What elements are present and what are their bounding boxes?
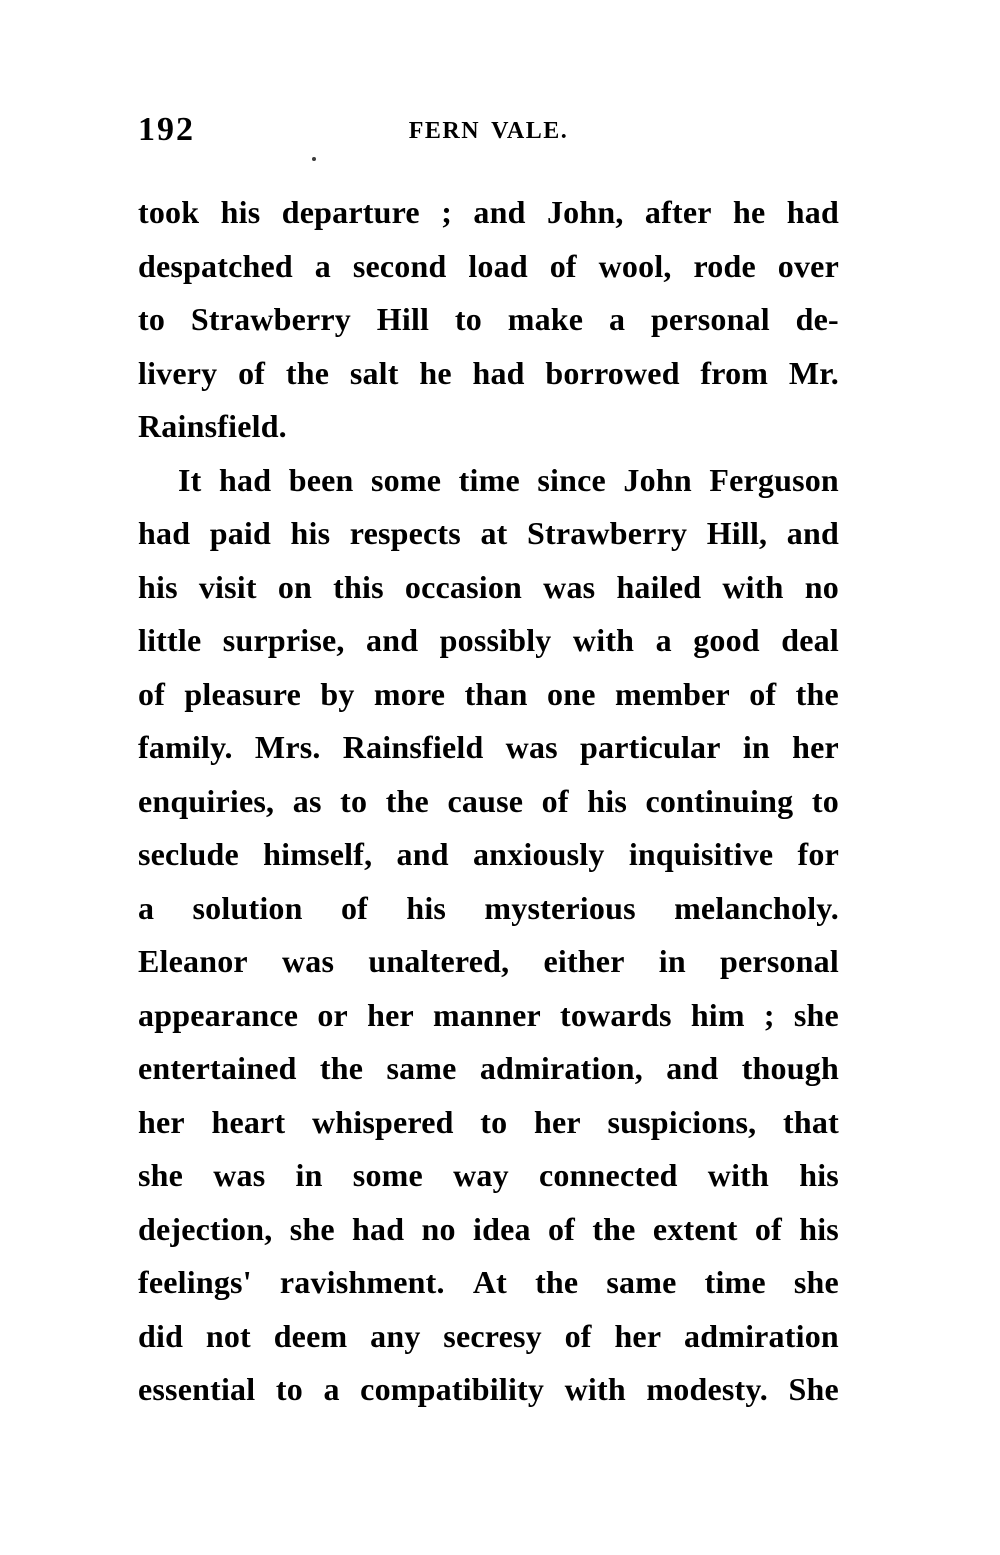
word: good [693, 622, 760, 658]
word: melancholy. [674, 889, 839, 926]
word: Strawberry [527, 515, 688, 551]
page-number: 192 [138, 111, 195, 148]
word: from [700, 354, 769, 391]
word: whispered [311, 1103, 454, 1140]
word: family. [138, 729, 233, 765]
word: had [472, 354, 525, 391]
text-line [138, 1203, 839, 1257]
text-line [138, 935, 839, 989]
word: occasion [404, 568, 523, 605]
word: of [754, 1210, 782, 1247]
word: he [419, 354, 452, 391]
word: in [295, 1157, 323, 1193]
text-line [138, 454, 839, 508]
word: At [472, 1264, 507, 1300]
word: at [480, 515, 508, 551]
word: idea [473, 1210, 531, 1247]
word: her [138, 1103, 185, 1140]
word: had [352, 1210, 405, 1247]
word: on [277, 568, 313, 605]
word: some [371, 461, 442, 498]
word: with [564, 1371, 626, 1407]
word: respects [349, 515, 461, 551]
word: of [547, 1210, 576, 1247]
word: and [366, 622, 419, 658]
word: modesty. [646, 1371, 769, 1407]
word: over [777, 247, 839, 284]
word: of [541, 782, 569, 819]
text-line [138, 668, 839, 722]
word: to [275, 1371, 303, 1407]
word: personal [720, 943, 839, 979]
word: continuing [645, 782, 794, 819]
word: a [608, 301, 626, 337]
word: a [655, 622, 672, 658]
word: way [453, 1157, 509, 1193]
word: Rainsfield [342, 729, 484, 765]
word: Mrs. [254, 729, 321, 765]
word: unaltered, [368, 943, 510, 979]
word: him [690, 996, 745, 1033]
word: not [205, 1317, 251, 1354]
word: was [213, 1157, 266, 1193]
word: deal [781, 622, 839, 658]
word: cause [447, 782, 524, 819]
word: pleasure [184, 675, 301, 712]
word: same [386, 1050, 457, 1086]
word: make [507, 301, 584, 337]
word: hailed [616, 568, 702, 605]
word: the [319, 1050, 364, 1086]
word: visit [198, 568, 257, 605]
word: as [292, 782, 322, 819]
word: deem [273, 1317, 348, 1354]
text-line [138, 882, 839, 936]
word: a [323, 1371, 340, 1407]
word: her [614, 1317, 662, 1354]
word: she [793, 1264, 839, 1300]
word: no [804, 568, 839, 605]
word: admiration, [479, 1050, 643, 1086]
text-line [138, 989, 839, 1043]
word: connected [538, 1157, 678, 1193]
word: feelings' [138, 1264, 252, 1300]
word: any [370, 1317, 421, 1354]
text-line [138, 293, 839, 347]
word: the [592, 1210, 636, 1247]
word: Hill, [706, 515, 768, 551]
word: Mr. [788, 354, 839, 391]
text-line [138, 614, 839, 668]
word: heart [211, 1103, 286, 1140]
word: her [533, 1103, 581, 1140]
word: despatched [138, 247, 293, 284]
text-line [138, 1310, 839, 1364]
word: surprise, [222, 622, 345, 658]
word: Eleanor [138, 943, 248, 979]
text-line [138, 240, 839, 294]
word: manner [433, 996, 541, 1033]
word: the [535, 1264, 579, 1300]
word: solution [192, 889, 303, 926]
word: She [788, 1371, 839, 1407]
text-line [138, 347, 839, 401]
word: load [468, 247, 528, 284]
word: his [799, 1157, 839, 1193]
word: his [220, 194, 261, 230]
word: the [285, 354, 330, 391]
word: Strawberry [190, 301, 351, 337]
word: been [288, 461, 354, 498]
word: his [799, 1210, 839, 1247]
word: to [340, 782, 368, 819]
word: the [385, 782, 429, 819]
word: of [564, 1317, 592, 1354]
word: she [138, 1157, 184, 1193]
word: one [547, 675, 596, 712]
word: of [749, 675, 777, 712]
word: was [505, 729, 558, 765]
word: towards [560, 996, 672, 1033]
word: essential [138, 1371, 256, 1407]
word: rode [693, 247, 756, 284]
word: entertained [138, 1050, 297, 1086]
word: John [623, 461, 692, 498]
word: had [138, 515, 191, 551]
word: that [783, 1103, 839, 1140]
word: more [373, 675, 446, 712]
word: and [473, 194, 526, 230]
word: of [238, 354, 266, 391]
word: to [454, 301, 482, 337]
word: possibly [439, 622, 552, 658]
word: time [458, 461, 520, 498]
word: his [406, 889, 447, 926]
word: did [138, 1317, 184, 1354]
word: was [282, 943, 335, 979]
word: John, [546, 194, 624, 230]
word: with [572, 622, 635, 658]
word: had [786, 194, 839, 230]
text-line [138, 186, 839, 240]
word: she [793, 996, 839, 1033]
text-line [138, 1149, 839, 1203]
word: a [314, 247, 331, 284]
word: livery [138, 354, 218, 391]
word: her [792, 729, 839, 765]
word: though [741, 1050, 839, 1086]
word: Ferguson [709, 461, 839, 498]
word: she [289, 1210, 335, 1247]
word: time [704, 1264, 766, 1300]
word: secresy [443, 1317, 542, 1354]
word: extent [652, 1210, 738, 1247]
word: he [733, 194, 766, 230]
word: appearance [138, 996, 299, 1033]
page-body [138, 186, 839, 1417]
word: second [352, 247, 447, 284]
word: Hill [376, 301, 430, 337]
word: ravishment. [279, 1264, 445, 1300]
word: personal [650, 301, 770, 337]
text-line [138, 561, 839, 615]
word: was [543, 568, 596, 605]
word: ; [763, 996, 775, 1033]
page-header [138, 112, 839, 148]
word: borrowed [545, 354, 680, 391]
word: a [138, 889, 155, 926]
word: It [178, 461, 202, 498]
word: his [587, 782, 627, 819]
word: by [320, 675, 355, 712]
text-line [138, 507, 839, 561]
word: this [333, 568, 384, 605]
word: took [138, 194, 200, 230]
word: inquisitive [628, 836, 774, 872]
word: particular [580, 729, 721, 765]
text-line [138, 775, 839, 829]
word: her [367, 996, 414, 1033]
text-line: Rainsfield. [138, 408, 287, 444]
word: and [396, 836, 449, 872]
word: seclude [138, 836, 239, 872]
word: paid [209, 515, 271, 551]
word: no [421, 1210, 456, 1247]
word: of [549, 247, 577, 284]
word: of [340, 889, 369, 926]
word: in [742, 729, 770, 765]
text-line [138, 721, 839, 775]
word: suspicions, [607, 1103, 757, 1140]
word: wool, [598, 247, 672, 284]
text-line [138, 1256, 839, 1310]
word: had [219, 461, 272, 498]
text-line [138, 1042, 839, 1096]
word: mysterious [484, 889, 636, 926]
word: and [786, 515, 839, 551]
word: anxiously [472, 836, 605, 872]
word: member [614, 675, 730, 712]
word: little [138, 622, 202, 658]
word: in [658, 943, 686, 979]
ink-speck [312, 157, 316, 161]
word: or [317, 996, 348, 1033]
word: same [606, 1264, 677, 1300]
word: than [464, 675, 528, 712]
word: salt [349, 354, 399, 391]
running-title: FERN VALE. [408, 118, 569, 144]
word: since [537, 461, 606, 498]
word: himself, [263, 836, 373, 872]
word: to [138, 301, 166, 337]
word: and [666, 1050, 719, 1086]
word: to [480, 1103, 508, 1140]
word: to [811, 782, 839, 819]
word: of [138, 675, 166, 712]
word: after [644, 194, 712, 230]
word: compatibility [360, 1371, 545, 1407]
text-line [138, 1096, 839, 1150]
word: either [543, 943, 625, 979]
word: the [795, 675, 839, 712]
word: for [797, 836, 839, 872]
word: de- [795, 301, 839, 337]
word: with [722, 568, 784, 605]
word: his [138, 568, 178, 605]
word: ; [441, 194, 453, 230]
word: his [290, 515, 331, 551]
word: admiration [684, 1317, 839, 1354]
text-line [138, 828, 839, 882]
word: enquiries, [138, 782, 275, 819]
word: with [707, 1157, 770, 1193]
word: departure [281, 194, 420, 230]
text-line [138, 1363, 839, 1417]
word: dejection, [138, 1210, 273, 1247]
word: some [352, 1157, 423, 1193]
